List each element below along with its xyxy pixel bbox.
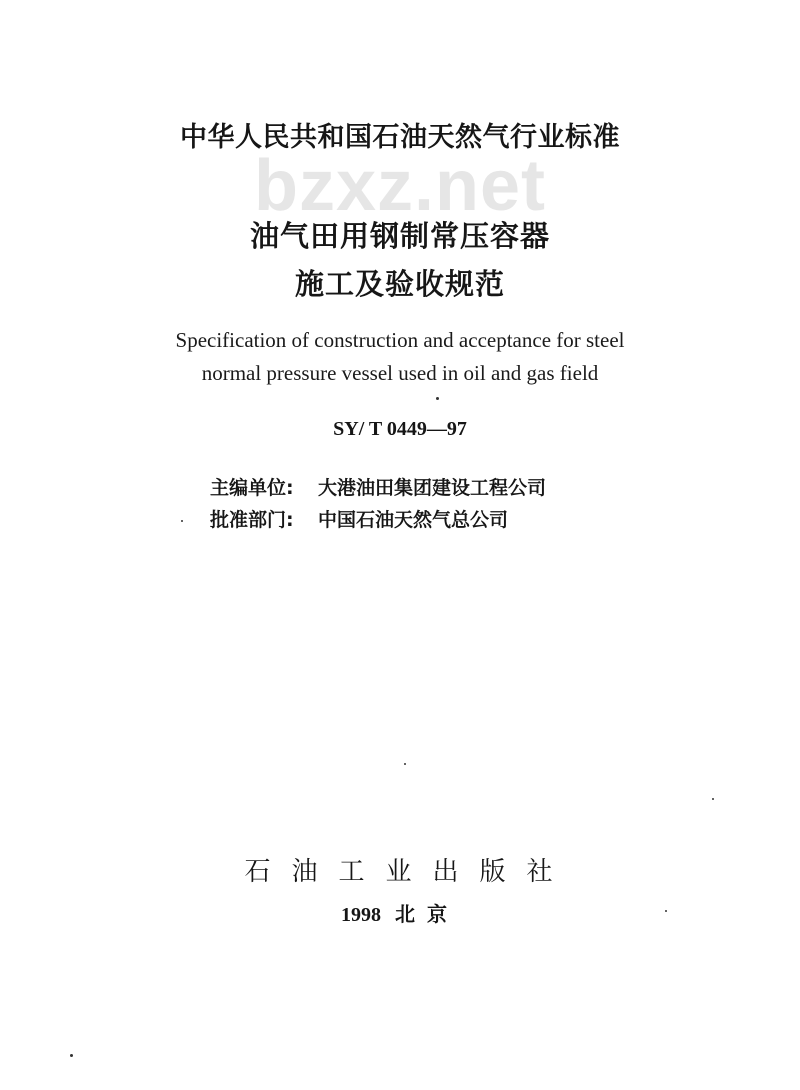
scan-speck [181, 520, 183, 522]
editor-label: 主编单位: [210, 477, 294, 499]
scan-speck [70, 1054, 73, 1057]
english-title-line-1: Specification of construction and acceptance for steel [175, 328, 625, 352]
editor-value: 大港油田集团建设工程公司 [318, 477, 547, 499]
watermark: bzxz.net [253, 146, 547, 226]
publication-city: 北京 [395, 904, 459, 926]
approver-value: 中国石油天然气总公司 [318, 509, 509, 531]
english-title-line-2: normal pressure vessel used in oil and gas field [201, 361, 599, 385]
editor-row [210, 472, 546, 504]
responsibility-block [210, 472, 546, 536]
scan-speck [404, 763, 406, 765]
approver-row [210, 504, 546, 536]
chinese-title-line-1: 油气田用钢制常压容器 [249, 219, 550, 253]
chinese-title-line-2: 施工及验收规范 [294, 267, 505, 301]
scan-speck [436, 397, 439, 400]
approver-label: 批准部门: [210, 509, 294, 531]
scan-speck [712, 798, 714, 800]
scan-speck [665, 910, 667, 912]
standard-code: SY/ T 0449—97 [333, 418, 467, 440]
publication-line [0, 900, 800, 930]
publication-year: 1998 [341, 904, 381, 926]
standard-category-heading: 中华人民共和国石油天然气行业标准 [180, 122, 620, 153]
publisher-name: 石油工业出版社 [244, 857, 574, 887]
